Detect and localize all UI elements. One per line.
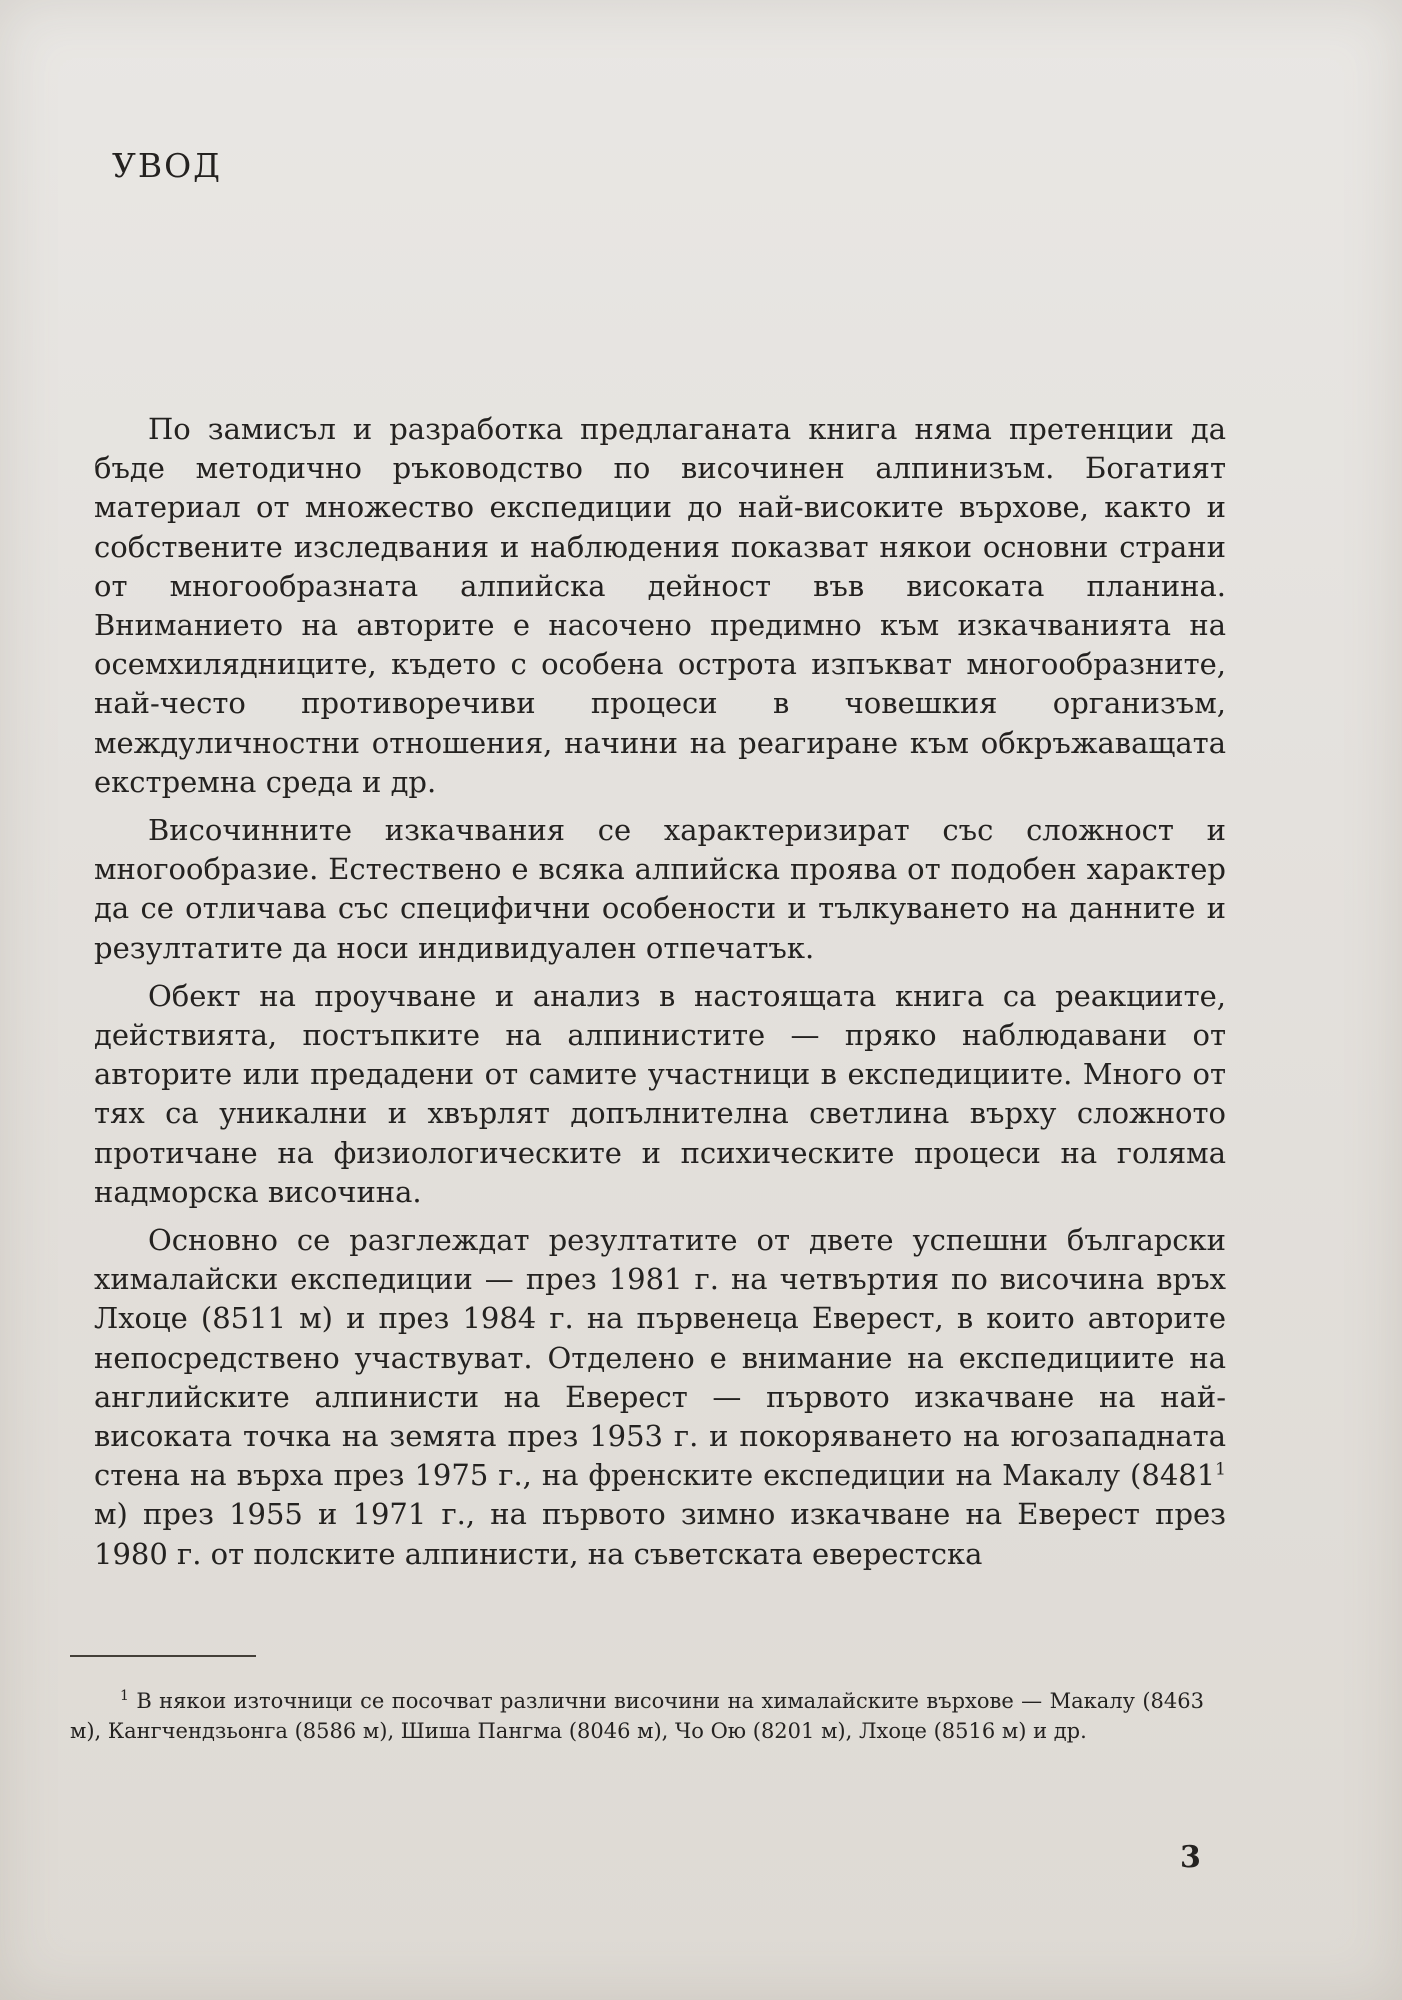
paragraph-1: По замисъл и разработка предлаганата книга няма претенции да бъде методично ръководство по височинен алпинизъм. Богатият материал от множество експедиции до най-високите върхове, както и собствените изследвания и наблюдения показват някои основни страни от многообразната алпийска дейност във високата планина. Вниманието на авторите е насочено предимно към изкачванията на осемхилядниците, където с особена острота изпъкват многообразните, най-често противоречиви процеси в човешкия организъм, междуличностни отношения, начини на реагиране към обкръжаващата екстремна среда и др. [94,412,1226,799]
paragraph-4 [94,1221,1226,1574]
chapter-heading: УВОД [112,146,222,185]
paragraph-3: Обект на проучване и анализ в настоящата книга са реакциите, действията, постъпките на алпинистите — пряко наблюдавани от авторите или предадени от самите участници в експедициите. Много от тях са уникални и хвърлят допълнителна светлина върху сложното протичане на физиологическите и психическите процеси на голяма надморска височина. [94,978,1226,1209]
paragraph-2: Височинните изкачвания се характеризират със сложност и многообразие. Естествено е всяка алпийска проява от подобен характер да се отличава със специфични особености и тълкуването на данните и резултатите да носи индивидуален отпечатък. [94,813,1226,965]
main-text [94,410,1226,1583]
paragraph-4-part-1: Основно се разглеждат резултатите от двете успешни български хималайски експедиции — през 1981 г. на четвъртия по височина връх Лхоце (8511 м) и през 1984 г. на първенеца Еверест, в които авторите непосредствено участвуват. Отделено е внимание на експедициите на английските алпинисти на Еверест — първото изкачване на най-високата точка на земята през 1953 г. и покоряването на югозападната стена на върха през 1975 г., на френските експедиции на Макалу (8481 [94,1223,1226,1493]
footnote [70,1686,1204,1746]
footnote-text: В някои източници се посочват различни височини на хималайските върхове — Макалу (8463 м), Кангчендзьонга (8586 м), Шиша Пангма (8046 м), Чо Ою (8201 м), Лхоце (8516 м) и др. [70,1689,1204,1743]
paragraph-4-part-2: м) през 1955 и 1971 г., на първото зимно изкачване на Еверест през 1980 г. от полските алпинисти, на съветската еверестска [94,1497,1226,1571]
page-number: 3 [1180,1840,1201,1875]
footnote-number: 1 [120,1688,129,1704]
footnote-reference: 1 [1215,1459,1226,1480]
footnote-divider [70,1655,256,1657]
